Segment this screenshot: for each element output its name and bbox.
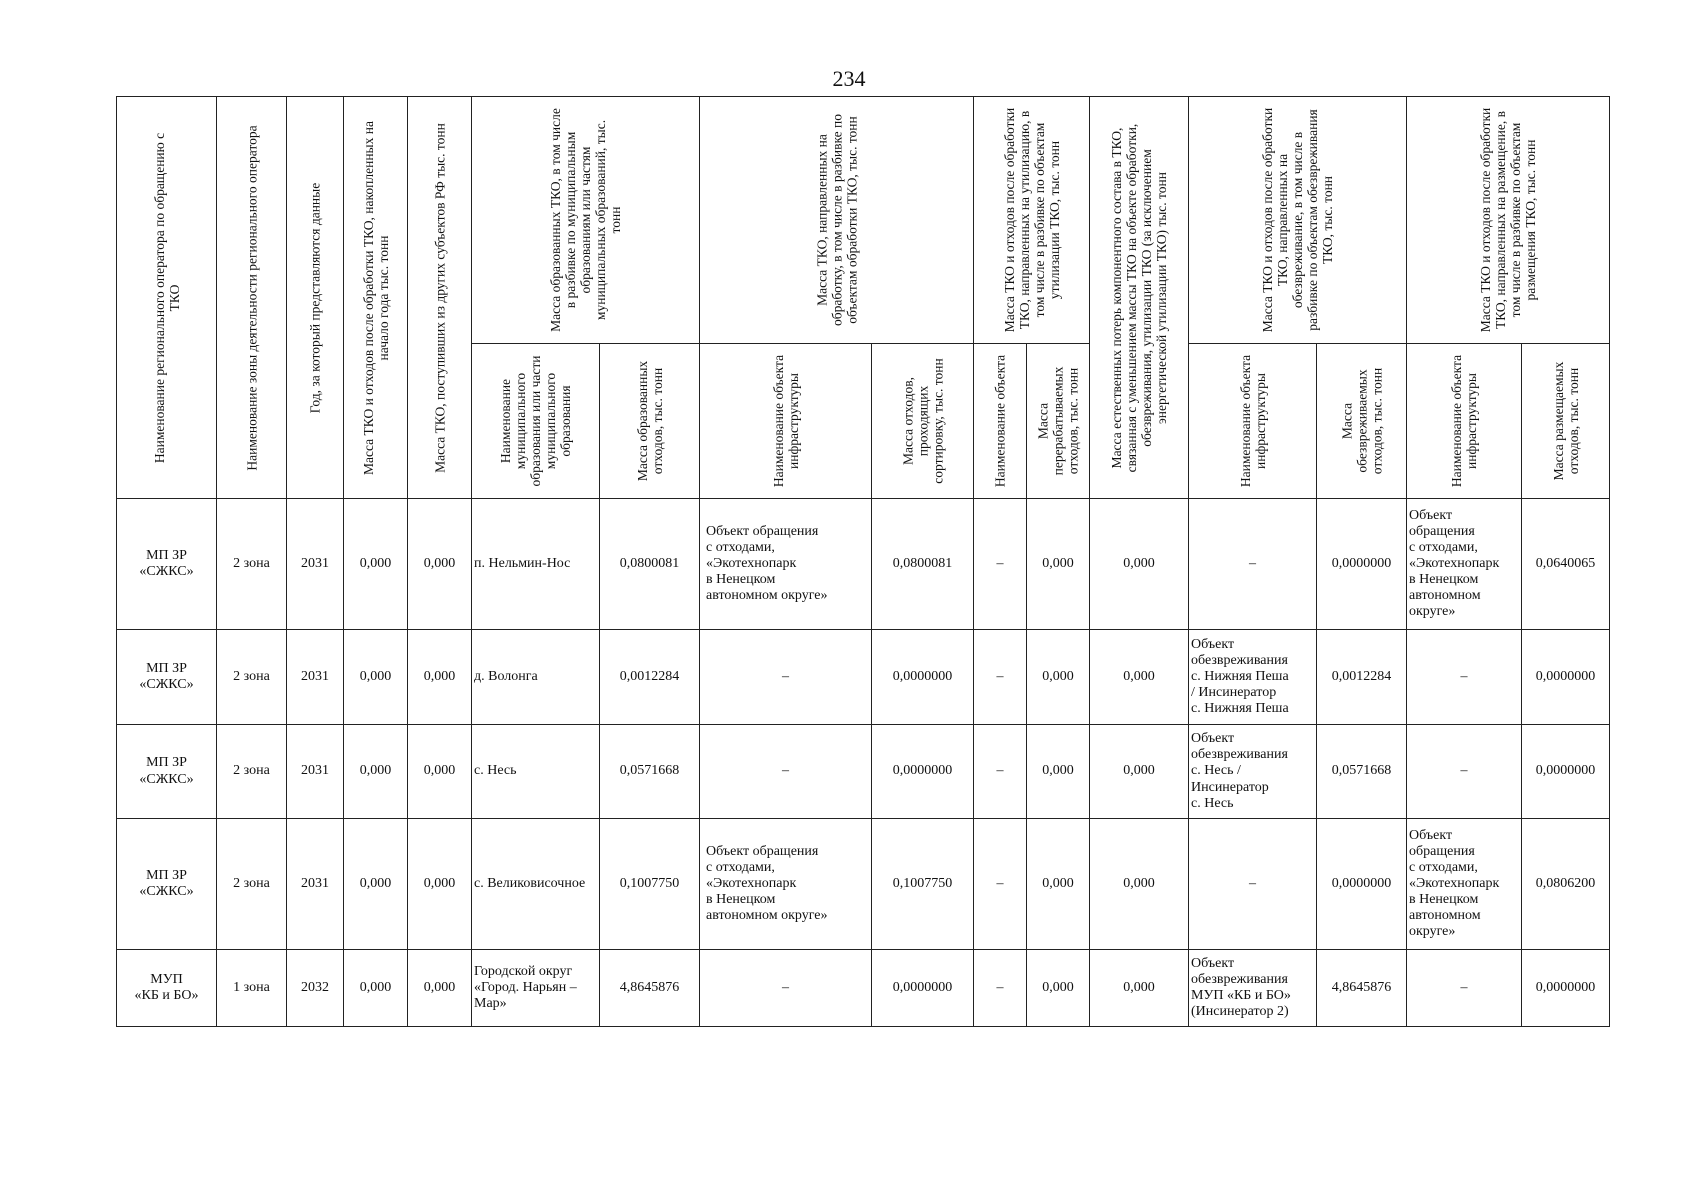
operator-cell-line: МП ЗР xyxy=(146,547,187,563)
treatment-object-cell-line: Объект обращения xyxy=(706,523,819,539)
header-sub-neutr-object: Наименование объекта инфраструктуры xyxy=(1189,344,1317,499)
place-object-cell-line: автономном xyxy=(1409,588,1481,604)
municipality-cell: с. Великовисочное xyxy=(472,819,600,950)
header-sub-place-mass: Масса размещаемых отходов, тыс. тонн xyxy=(1522,344,1610,499)
zone-cell: 2 зона xyxy=(217,499,287,630)
neutr-mass-cell: 0,0012284 xyxy=(1317,630,1407,725)
util-object-cell: – xyxy=(974,819,1027,950)
treatment-object-cell-line: с отходами, xyxy=(706,859,775,875)
treatment-object-cell-line: в Ненецком xyxy=(706,572,776,588)
year-cell: 2031 xyxy=(287,725,344,819)
operator-cell xyxy=(117,499,217,630)
neutr-object-cell-line: МУП «КБ и БО» xyxy=(1191,988,1291,1003)
header-accumulated: Масса ТКО и отходов после обработки ТКО, накопленных на начало года тыс. тонн xyxy=(344,97,408,499)
treatment-object-cell-line: «Экотехнопарк xyxy=(706,555,797,571)
neutr-object-cell-line: с. Несь / xyxy=(1191,763,1241,779)
place-mass-cell: 0,0806200 xyxy=(1522,819,1610,950)
place-object-cell-line: в Ненецком xyxy=(1409,572,1479,588)
accumulated-cell: 0,000 xyxy=(344,819,408,950)
neutr-object-cell xyxy=(1189,499,1317,630)
util-object-cell: – xyxy=(974,950,1027,1027)
accumulated-cell: 0,000 xyxy=(344,499,408,630)
operator-cell xyxy=(117,725,217,819)
operator-cell xyxy=(117,819,217,950)
operator-cell-line: «СЖКС» xyxy=(139,564,194,579)
place-object-cell-line: – xyxy=(1460,763,1468,779)
sorting-mass-cell: 0,1007750 xyxy=(872,819,974,950)
accumulated-cell: 0,000 xyxy=(344,725,408,819)
util-mass-cell: 0,000 xyxy=(1027,630,1090,725)
neutr-object-cell-line: Инсинератор xyxy=(1191,779,1269,795)
header-losses: Масса естественных потерь компонентного состава в ТКО, связанная с уменьшением массы ТКО на объекте обработки, обезвреживания, утилизации ТКО (за исключением энергетической утилизации ТКО) тыс. тонн xyxy=(1090,97,1189,499)
util-object-cell: – xyxy=(974,725,1027,819)
sorting-mass-cell: 0,0000000 xyxy=(872,725,974,819)
received-cell: 0,000 xyxy=(408,630,472,725)
zone-cell: 2 зона xyxy=(217,819,287,950)
received-cell: 0,000 xyxy=(408,499,472,630)
table-row xyxy=(117,630,1610,725)
losses-cell: 0,000 xyxy=(1090,630,1189,725)
generated-mass-cell: 0,0800081 xyxy=(600,499,700,630)
place-mass-cell: 0,0000000 xyxy=(1522,725,1610,819)
neutr-object-cell-line: Объект xyxy=(1191,731,1235,747)
header-sub-municipality: Наименование муниципального образования или части муниципального образования xyxy=(472,344,600,499)
header-sub-treatment-object: Наименование объекта инфраструктуры xyxy=(700,344,872,499)
place-object-cell-line: с отходами, xyxy=(1409,859,1478,875)
neutr-mass-cell: 0,0571668 xyxy=(1317,725,1407,819)
treatment-object-cell xyxy=(700,499,872,630)
municipality-cell: п. Нельмин-Нос xyxy=(472,499,600,630)
operator-cell-line: МУП xyxy=(150,971,183,987)
generated-mass-cell: 4,8645876 xyxy=(600,950,700,1027)
neutr-object-cell-line: обезвреживания xyxy=(1191,747,1288,763)
header-received: Масса ТКО, поступивших из других субъектов РФ тыс. тонн xyxy=(408,97,472,499)
sorting-mass-cell: 0,0000000 xyxy=(872,630,974,725)
util-mass-cell: 0,000 xyxy=(1027,819,1090,950)
generated-mass-cell: 0,1007750 xyxy=(600,819,700,950)
neutr-object-cell-line: – xyxy=(1249,555,1256,571)
municipality-cell: д. Волонга xyxy=(472,630,600,725)
header-sub-util-mass: Масса перерабатываемых отходов, тыс. тонн xyxy=(1027,344,1090,499)
treatment-object-cell-line: с отходами, xyxy=(706,539,775,555)
header-row-group xyxy=(117,97,1610,344)
treatment-object-cell xyxy=(700,950,872,1027)
place-object-cell-line: Объект xyxy=(1409,827,1453,843)
neutr-object-cell-line: с. Несь xyxy=(1191,795,1234,811)
neutr-object-cell-line: обезвреживания xyxy=(1191,971,1288,987)
operator-cell-line: «СЖКС» xyxy=(139,884,194,899)
table-row xyxy=(117,499,1610,630)
util-mass-cell: 0,000 xyxy=(1027,725,1090,819)
zone-cell: 2 зона xyxy=(217,725,287,819)
neutr-object-cell-line: с. Нижняя Пеша xyxy=(1191,701,1289,717)
place-object-cell xyxy=(1407,630,1522,725)
neutr-mass-cell: 0,0000000 xyxy=(1317,499,1407,630)
year-cell: 2031 xyxy=(287,499,344,630)
place-object-cell xyxy=(1407,950,1522,1027)
operator-cell xyxy=(117,630,217,725)
received-cell: 0,000 xyxy=(408,819,472,950)
header-operator: Наименование регионального оператора по обращению с ТКО xyxy=(117,97,217,499)
header-sub-sorting-mass: Масса отходов, проходящих сортировку, тыс. тонн xyxy=(872,344,974,499)
place-object-cell xyxy=(1407,499,1522,630)
treatment-object-cell xyxy=(700,630,872,725)
received-cell: 0,000 xyxy=(408,950,472,1027)
generated-mass-cell: 0,0012284 xyxy=(600,630,700,725)
losses-cell: 0,000 xyxy=(1090,499,1189,630)
accumulated-cell: 0,000 xyxy=(344,950,408,1027)
header-year: Год, за который представляются данные xyxy=(287,97,344,499)
received-cell: 0,000 xyxy=(408,725,472,819)
sorting-mass-cell: 0,0000000 xyxy=(872,950,974,1027)
waste-flow-table xyxy=(116,96,1610,1027)
place-object-cell-line: в Ненецком xyxy=(1409,892,1479,908)
place-object-cell-line: автономном xyxy=(1409,908,1481,924)
operator-cell-line: «КБ и БО» xyxy=(134,988,199,1003)
neutr-object-cell-line: обезвреживания xyxy=(1191,652,1288,668)
util-object-cell: – xyxy=(974,499,1027,630)
treatment-object-cell-line: «Экотехнопарк xyxy=(706,875,797,891)
neutr-mass-cell: 0,0000000 xyxy=(1317,819,1407,950)
accumulated-cell: 0,000 xyxy=(344,630,408,725)
year-cell: 2031 xyxy=(287,819,344,950)
neutr-mass-cell: 4,8645876 xyxy=(1317,950,1407,1027)
neutr-object-cell-line: / Инсинератор xyxy=(1191,685,1277,701)
year-cell: 2031 xyxy=(287,630,344,725)
operator-cell-line: МП ЗР xyxy=(146,660,187,676)
util-mass-cell: 0,000 xyxy=(1027,950,1090,1027)
header-sub-place-object: Наименование объекта инфраструктуры xyxy=(1407,344,1522,499)
neutr-object-cell xyxy=(1189,950,1317,1027)
place-object-cell-line: обращения xyxy=(1409,843,1475,859)
treatment-object-cell-line: – xyxy=(782,979,789,995)
place-object-cell-line: с отходами, xyxy=(1409,539,1478,555)
place-mass-cell: 0,0000000 xyxy=(1522,630,1610,725)
place-object-cell-line: Объект xyxy=(1409,507,1453,523)
place-object-cell-line: – xyxy=(1460,668,1468,684)
neutr-object-cell-line: (Инсинератор 2) xyxy=(1191,1004,1289,1020)
neutr-object-cell-line: – xyxy=(1249,875,1256,891)
operator-cell-line: МП ЗР xyxy=(146,867,187,883)
neutr-object-cell xyxy=(1189,725,1317,819)
table-row xyxy=(117,725,1610,819)
place-object-cell-line: – xyxy=(1460,979,1468,995)
operator-cell xyxy=(117,950,217,1027)
header-neutralization-group: Масса ТКО и отходов после обработки ТКО, направленных на обезвреживание, в том числе в разбивке по объектам обезвреживания ТКО, тыс. тонн xyxy=(1189,97,1407,344)
header-sub-util-object: Наименование объекта xyxy=(974,344,1027,499)
zone-cell: 2 зона xyxy=(217,630,287,725)
treatment-object-cell-line: – xyxy=(782,668,789,684)
year-cell: 2032 xyxy=(287,950,344,1027)
neutr-object-cell-line: Объект xyxy=(1191,636,1235,652)
place-mass-cell: 0,0000000 xyxy=(1522,950,1610,1027)
sorting-mass-cell: 0,0800081 xyxy=(872,499,974,630)
place-object-cell-line: округе» xyxy=(1409,604,1456,620)
treatment-object-cell-line: автономном округе» xyxy=(706,588,828,604)
table-row xyxy=(117,819,1610,950)
place-object-cell xyxy=(1407,819,1522,950)
table-row xyxy=(117,950,1610,1027)
operator-cell-line: «СЖКС» xyxy=(139,771,194,787)
neutr-object-cell-line: Объект xyxy=(1191,955,1235,971)
municipality-cell: с. Несь xyxy=(472,725,600,819)
municipality-cell: Городской округ «Город. Нарьян – Мар» xyxy=(472,950,600,1027)
util-object-cell: – xyxy=(974,630,1027,725)
operator-cell-line: МП ЗР xyxy=(146,755,187,771)
treatment-object-cell xyxy=(700,725,872,819)
header-utilization-group: Масса ТКО и отходов после обработки ТКО, направленных на утилизацию, в том числе в разбивке по объектам утилизации ТКО, тыс. тонн xyxy=(974,97,1090,344)
header-placement-group: Масса ТКО и отходов после обработки ТКО, направленных на размещение, в том числе в разбивке по объектам размещения ТКО, тыс. тонн xyxy=(1407,97,1610,344)
treatment-object-cell-line: – xyxy=(782,763,789,779)
losses-cell: 0,000 xyxy=(1090,725,1189,819)
zone-cell: 1 зона xyxy=(217,950,287,1027)
neutr-object-cell xyxy=(1189,819,1317,950)
header-sub-neutr-mass: Масса обезвреживаемых отходов, тыс. тонн xyxy=(1317,344,1407,499)
treatment-object-cell-line: в Ненецком xyxy=(706,892,776,908)
header-treatment-group: Масса ТКО, направленных на обработку, в том числе в разбивке по объектам обработки ТКО, тыс. тонн xyxy=(700,97,974,344)
treatment-object-cell-line: Объект обращения xyxy=(706,843,819,859)
generated-mass-cell: 0,0571668 xyxy=(600,725,700,819)
util-mass-cell: 0,000 xyxy=(1027,499,1090,630)
page-number: 234 xyxy=(832,66,866,91)
treatment-object-cell xyxy=(700,819,872,950)
place-object-cell xyxy=(1407,725,1522,819)
losses-cell: 0,000 xyxy=(1090,950,1189,1027)
losses-cell: 0,000 xyxy=(1090,819,1189,950)
header-generated-group: Масса образованных ТКО, в том числе в разбивке по муниципальным образованиям или частям муниципальных образований, тыс. тонн xyxy=(472,97,700,344)
neutr-object-cell xyxy=(1189,630,1317,725)
neutr-object-cell-line: с. Нижняя Пеша xyxy=(1191,668,1289,684)
place-object-cell-line: «Экотехнопарк xyxy=(1409,555,1500,571)
place-mass-cell: 0,0640065 xyxy=(1522,499,1610,630)
treatment-object-cell-line: автономном округе» xyxy=(706,908,828,924)
place-object-cell-line: «Экотехнопарк xyxy=(1409,875,1500,891)
header-zone: Наименование зоны деятельности регионального оператора xyxy=(217,97,287,499)
header-sub-generated-mass: Масса образованных отходов, тыс. тонн xyxy=(600,344,700,499)
place-object-cell-line: округе» xyxy=(1409,924,1456,940)
operator-cell-line: «СЖКС» xyxy=(139,677,194,692)
place-object-cell-line: обращения xyxy=(1409,523,1475,539)
